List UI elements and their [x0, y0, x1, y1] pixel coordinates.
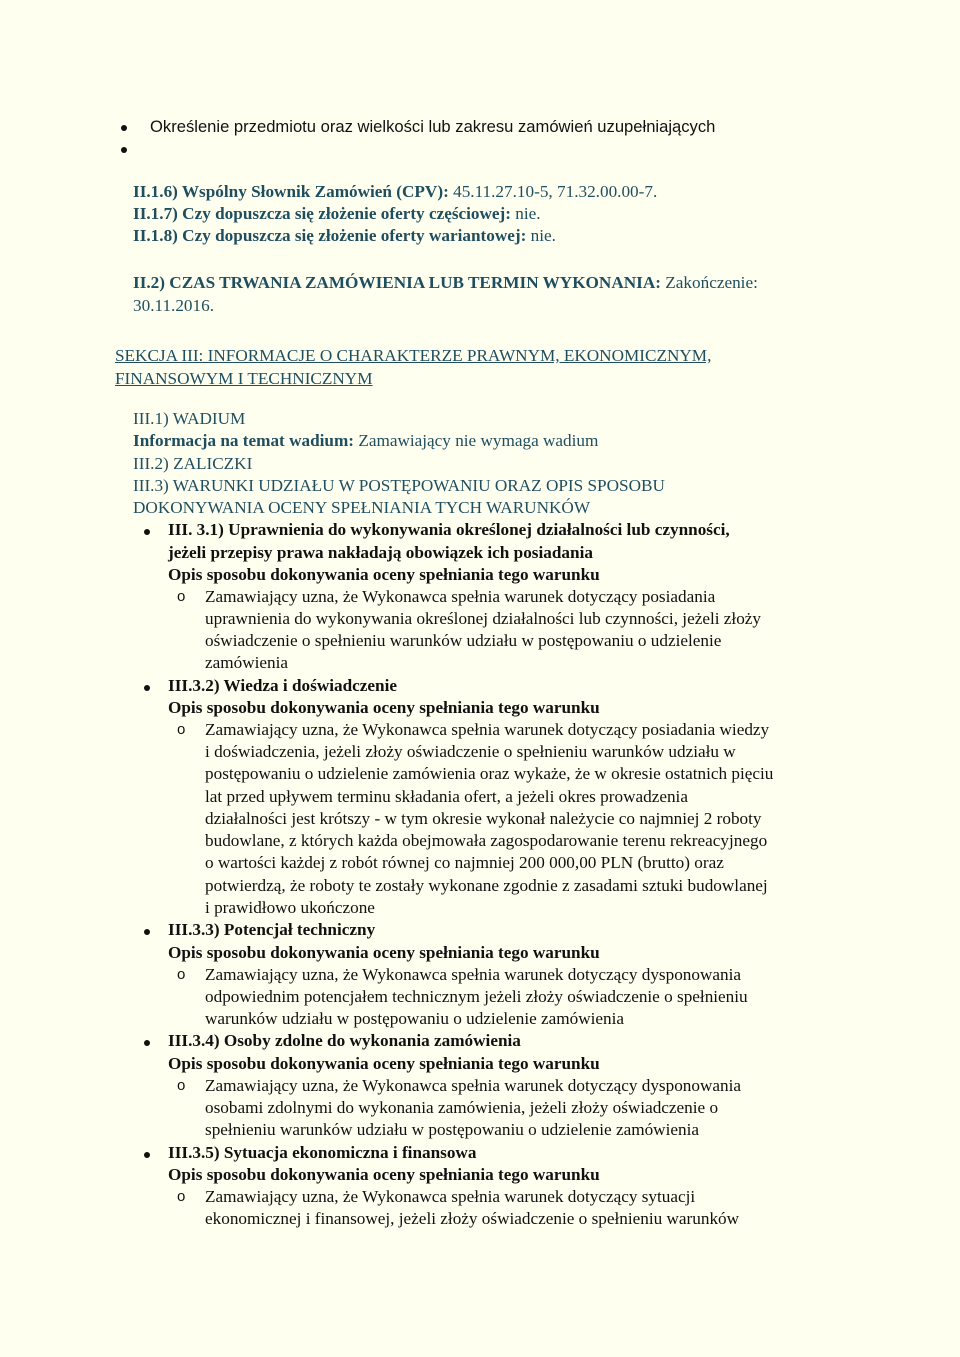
sub-bullet-ring: o — [177, 1077, 186, 1094]
variant-offer-value: nie. — [530, 226, 556, 245]
bullet-dot — [144, 1040, 150, 1046]
sub-bullet-ring: o — [177, 588, 186, 605]
item3-text-line2: odpowiednim potencjałem technicznym jeżeli złoży oświadczenie o spełnieniu — [205, 987, 748, 1006]
item1-title-line1: III. 3.1) Uprawnienia do wykonywania określonej działalności lub czynności, — [168, 520, 730, 539]
section3-heading-line1: SEKCJA III: INFORMACJE O CHARAKTERZE PRAWNYM, EKONOMICZNYM, — [115, 346, 712, 365]
cpv-line — [133, 181, 657, 203]
duration-value: Zakończenie: — [665, 273, 758, 292]
item4-text-line1: Zamawiający uzna, że Wykonawca spełnia warunek dotyczący dysponowania — [205, 1076, 742, 1095]
bullet-dot — [144, 685, 150, 691]
bullet-dot — [121, 147, 127, 153]
cpv-value: 45.11.27.10-5, 71.32.00.00-7. — [453, 182, 658, 201]
item5-text-line1: Zamawiający uzna, że Wykonawca spełnia warunek dotyczący sytuacji — [205, 1187, 696, 1206]
item2-text-line9: i prawidłowo ukończone — [205, 898, 375, 917]
partial-offer-line — [133, 203, 541, 225]
item1-text-line3: oświadczenie o spełnieniu warunków udziału w postępowaniu o udzielenie — [205, 631, 722, 650]
zaliczki-line: III.2) ZALICZKI — [133, 454, 253, 473]
bullet-dot — [144, 929, 150, 935]
warunki-line1: III.3) WARUNKI UDZIAŁU W POSTĘPOWANIU ORAZ OPIS SPOSOBU — [133, 476, 665, 495]
item4-text-line2: osobami zdolnymi do wykonania zamówienia, jeżeli złoży oświadczenie o — [205, 1098, 719, 1117]
bullet-dot — [144, 1152, 150, 1158]
variant-offer-line — [133, 225, 556, 247]
cpv-label: II.1.6) Wspólny Słownik Zamówień (CPV): — [133, 182, 454, 201]
item2-text-line4: lat przed upływem terminu składania ofert, a jeżeli okres prowadzenia — [205, 787, 688, 806]
partial-offer-label: II.1.7) Czy dopuszcza się złożenie oferty częściowej: — [133, 204, 516, 223]
item2-text-line1: Zamawiający uzna, że Wykonawca spełnia warunek dotyczący posiadania wiedzy — [205, 720, 770, 739]
bullet-dot — [121, 125, 127, 131]
item2-opis: Opis sposobu dokonywania oceny spełniania tego warunku — [168, 698, 600, 717]
wadium-value: Zamawiający nie wymaga wadium — [358, 431, 599, 450]
wadium-label: Informacja na temat wadium: — [133, 431, 359, 450]
intro-line: Określenie przedmiotu oraz wielkości lub zakresu zamówień uzupełniających — [150, 117, 716, 136]
item3-text-line1: Zamawiający uzna, że Wykonawca spełnia warunek dotyczący dysponowania — [205, 965, 742, 984]
item1-text-line2: uprawnienia do wykonywania określonej działalności lub czynności, jeżeli złoży — [205, 609, 762, 628]
partial-offer-value: nie. — [515, 204, 541, 223]
item4-title: III.3.4) Osoby zdolne do wykonania zamówienia — [168, 1031, 521, 1050]
item2-title: III.3.2) Wiedza i doświadczenie — [168, 676, 398, 695]
item2-text-line8: potwierdzą, że roboty te zostały wykonane zgodnie z zasadami sztuki budowlanej — [205, 876, 768, 895]
duration-date: 30.11.2016. — [133, 296, 215, 315]
item1-title-line2: jeżeli przepisy prawa nakładają obowiązek ich posiadania — [168, 543, 593, 562]
bullet-dot — [144, 529, 150, 535]
wadium-title-text: III.1) WADIUM — [133, 409, 246, 428]
warunki-line2: DOKONYWANIA OCENY SPEŁNIANIA TYCH WARUNKÓW — [133, 498, 591, 517]
item5-text-line2: ekonomicznej i finansowej, jeżeli złoży oświadczenie o spełnieniu warunków — [205, 1209, 740, 1228]
item2-text-line6: budowlane, z których każda obejmowała zagospodarowanie terenu rekreacyjnego — [205, 831, 768, 850]
section3-heading-line2: FINANSOWYM I TECHNICZNYM — [115, 369, 373, 388]
item5-opis: Opis sposobu dokonywania oceny spełniania tego warunku — [168, 1165, 600, 1184]
item2-text-line2: i doświadczenia, jeżeli złoży oświadczenie o spełnieniu warunków udziału w — [205, 742, 736, 761]
item3-opis: Opis sposobu dokonywania oceny spełniania tego warunku — [168, 943, 600, 962]
item4-text-line3: spełnieniu warunków udziału w postępowaniu o udzielenie zamówienia — [205, 1120, 699, 1139]
item5-title: III.3.5) Sytuacja ekonomiczna i finansowa — [168, 1143, 477, 1162]
item3-text-line3: warunków udziału w postępowaniu o udzielenie zamówienia — [205, 1009, 625, 1028]
duration-line — [133, 272, 758, 294]
item2-text-line5: działalności jest krótszy - w tym okresie wykonał należycie co najmniej 2 roboty — [205, 809, 762, 828]
item2-text-line7: o wartości każdej z robót równej co najmniej 200 000,00 PLN (brutto) oraz — [205, 853, 724, 872]
wadium-title — [133, 408, 245, 430]
variant-offer-label: II.1.8) Czy dopuszcza się złożenie oferty wariantowej: — [133, 226, 531, 245]
sub-bullet-ring: o — [177, 966, 186, 983]
sub-bullet-ring: o — [177, 1188, 186, 1205]
item3-title: III.3.3) Potencjał techniczny — [168, 920, 376, 939]
sub-bullet-ring: o — [177, 721, 186, 738]
item1-opis: Opis sposobu dokonywania oceny spełniania tego warunku — [168, 565, 600, 584]
item1-text-line4: zamówienia — [205, 653, 289, 672]
wadium-line — [133, 430, 598, 452]
item1-text-line1: Zamawiający uzna, że Wykonawca spełnia warunek dotyczący posiadania — [205, 587, 716, 606]
item2-text-line3: postępowaniu o udzielenie zamówienia oraz wykaże, że w okresie ostatnich pięciu — [205, 764, 774, 783]
duration-label: II.2) CZAS TRWANIA ZAMÓWIENIA LUB TERMIN WYKONANIA: — [133, 273, 666, 292]
item4-opis: Opis sposobu dokonywania oceny spełniania tego warunku — [168, 1054, 600, 1073]
